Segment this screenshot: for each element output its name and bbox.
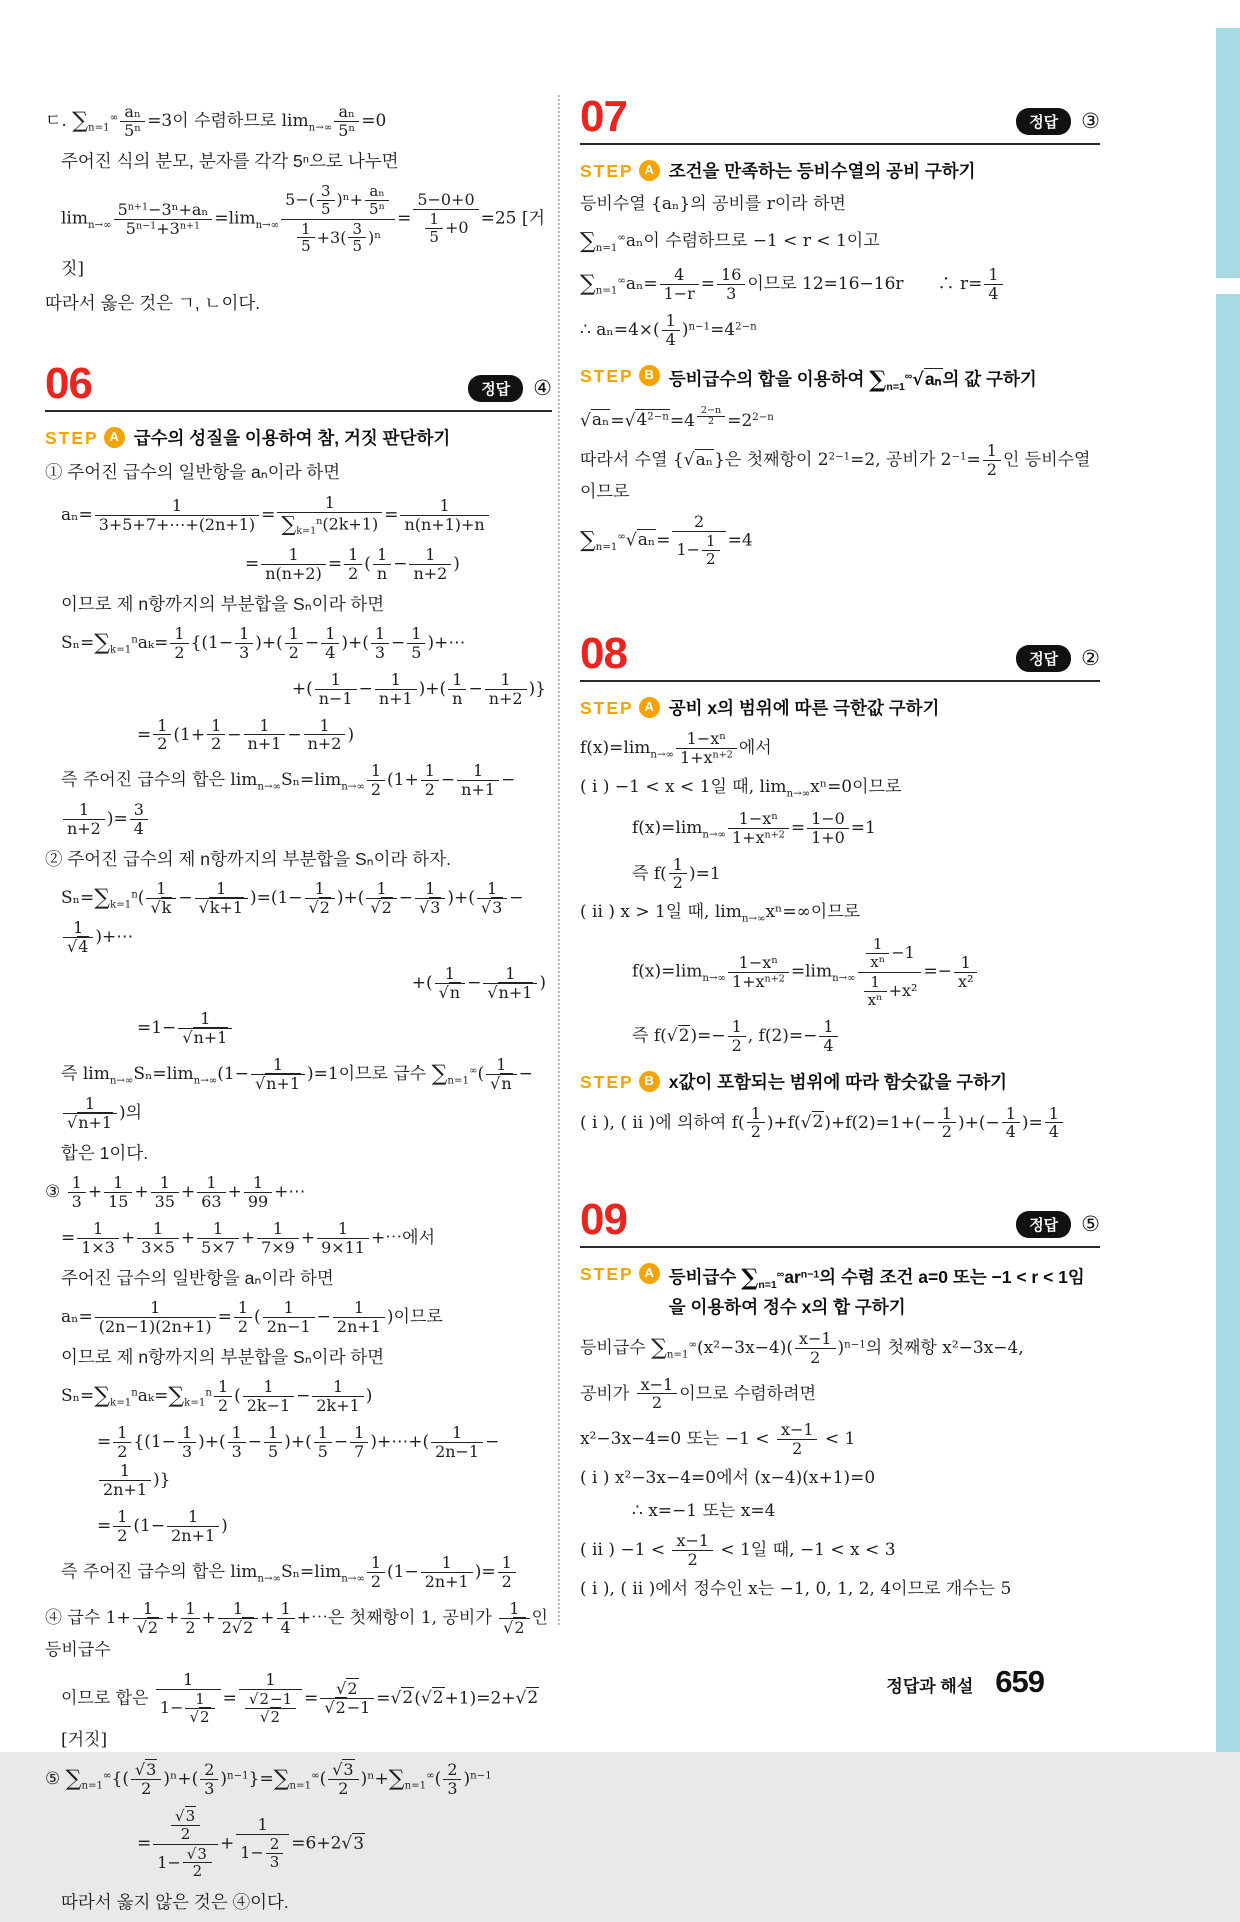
right-column	[580, 92, 1100, 1609]
step-letter-badge: A	[639, 697, 660, 718]
content-line: 즉 $\lim_{n\to\infty}S_n=\lim_{n\to\infty}(1-$ $\frac{1}{√n+1}$ )=1이므로 급수 $\sum_{n=1}^\infty$( $\frac{1}{√n}$ − $\frac{1}{√n+1}$ )의	[61, 1055, 533, 1132]
step-title: 조건을 만족하는 등비수열의 공비 구하기	[668, 161, 976, 181]
answer-badge	[1016, 645, 1100, 672]
content-line: = $\frac{1}{n(n+2)}$ = $\frac{1}{2}$ ( $\frac{1}{n}$ − $\frac{1}{n+2}$ )	[245, 544, 460, 583]
answer-choice: ③	[1081, 110, 1100, 133]
content-line: 따라서 옳지 않은 것은 ④이다.	[61, 1892, 289, 1913]
content-line: 주어진 급수의 일반항을 aₙ이라 하면	[61, 1267, 334, 1288]
answer-badge	[1016, 108, 1100, 135]
content-line: = $\frac{1}{1\times 3}$ + $\frac{1}{3\times 5}$ + $\frac{1}{5\times 7}$ + $\frac{1}{7\times 9}$ + $\frac{1}{9\times 11}$ +⋯에서	[61, 1218, 436, 1257]
step-title: 등비급수의 합을 이용하여 $\sum_{n=1}^\infty√a_n$의 값 구하기	[668, 366, 1037, 393]
step-letter-badge: A	[104, 427, 125, 448]
content-line: $f(x)=\lim_{n\to\infty}$ $\frac{\text{1−xⁿ}}{1+x^{n+2}}$ 에서	[580, 729, 772, 767]
content-line: 따라서 수열 {√aₙ}은 첫째항이 $2^{2-1}=2$, 공비가 $2^{-1}=$ $\frac{1}{2}$ 인 등비수열이므로	[580, 440, 1091, 502]
content-line: $\sum_{n=1}^\infty a_n=$ $\frac{4}{1-r}$ = $\frac{16}{3}$ 이므로 12=16−16r ∴ r= $\frac{1}{4}$	[580, 265, 1100, 304]
content-line: = $\frac{1}{2}$ {(1− $\frac{1}{3}$ )+( $\frac{1}{3}$ − $\frac{1}{5}$ )+( $\frac{1}{5}$ − $\frac{1}{7}$ )+⋯+( $\frac{1}{2n-1}$ − $\frac{1}{2n+1}$ )}	[97, 1422, 500, 1500]
content-line: $√a_n=√4^{2-n}=4$ $^{\frac{2-n}{2}}$ $=2^{2-n}$	[580, 404, 774, 431]
content-line: ㄷ. $\sum_{n=1}^\infty$ $\frac{\text{aₙ}}{\text{5ⁿ}}$ =3이 수렴하므로 $\lim_{n\to\infty}$ $\frac{\text{aₙ}}{\text{5ⁿ}}$ =0	[45, 102, 387, 140]
content-line: 이므로 합은 1 1− $\frac{1}{√2}$ = $\frac{1}{\frac{√2-1}{√2}}$ = $\frac{√2}{√2-1}$ =√2(√2+1)=2+√2 [거짓]	[61, 1670, 539, 1750]
problem-rule	[580, 1246, 1100, 1248]
answer-badge-pill: 정답	[1016, 108, 1071, 135]
page-edge-strip-bottom	[1216, 294, 1240, 1752]
content-line: aₙ= $\frac{1}{3+5+7+\cdots+(2n+1)}$ = $\frac{1}{\sum_{k=1}^n(2k+1)}$ = $\frac{1}{n(n+1)+n}$	[45, 493, 552, 538]
content-line: $f(x)=\lim_{n\to\infty}$ $\frac{\text{1−xⁿ}}{1+x^{n+2}}$ = $\frac{1-0}{1+0}$ =1	[632, 808, 876, 847]
step-heading	[580, 1070, 1100, 1095]
step-title: x값이 포함되는 범위에 따라 함숫값을 구하기	[668, 1072, 1008, 1093]
content-line: = $\frac{√3}{2}$ 1− $\frac{√3}{2}$ + 1 1− $\frac{2}{3}$ =6+2√3	[137, 1806, 365, 1881]
step-label: STEP	[580, 1264, 634, 1285]
content-line: 이므로 제 n항까지의 부분합을 Sₙ이라 하면	[61, 593, 385, 614]
problem-09	[580, 1195, 1100, 1602]
page-footer	[886, 1664, 1044, 1700]
column-divider	[558, 95, 560, 1625]
problem-06-body	[45, 426, 552, 1915]
content-line: $\sum_{n=1}^\infty a_n$이 수렴하므로 −1 < r < 1이고	[580, 227, 880, 254]
content-line: ( i ) x²−3x−4=0에서 (x−4)(x+1)=0	[580, 1468, 876, 1489]
step-label: STEP	[45, 428, 99, 449]
step-letter-badge: B	[639, 365, 660, 386]
problem-08-header	[580, 628, 1100, 678]
content-line: 등비급수 $\sum_{n=1}^\infty(x^2-3x-4)$( $\frac{x-1}{2}$ )$^{n-1}$의 첫째항 x²−3x−4,	[580, 1328, 1024, 1367]
step-title: 공비 x의 범위에 따른 극한값 구하기	[668, 697, 940, 718]
problem-06	[45, 359, 552, 1915]
content-line: $S_n=\sum_{k=1}^n$( $\frac{1}{√k}$ − $\frac{1}{√k+1}$ )=(1− $\frac{1}{√2}$ )+( $\frac{1}{√2}$ − $\frac{1}{√3}$ )+( $\frac{1}{√3}$ − $\frac{1}{√4}$ )+⋯	[61, 879, 524, 956]
step-heading	[580, 159, 1100, 184]
intro-carryover-block	[45, 102, 552, 316]
step-letter-badge: A	[639, 160, 660, 181]
answer-choice: ②	[1081, 646, 1100, 670]
step-title: 급수의 성질을 이용하여 참, 거짓 판단하기	[133, 428, 451, 449]
content-line: +( $\frac{1}{√n}$ − $\frac{1}{√n+1}$ )	[411, 963, 546, 1002]
step-label: STEP	[580, 365, 634, 386]
content-line: aₙ= $\frac{1}{(2n-1)(2n+1)}$ = $\frac{1}{2}$ ( $\frac{1}{2n-1}$ − $\frac{1}{2n+1}$ )이므로	[61, 1297, 443, 1336]
problem-number: 06	[45, 359, 92, 409]
content-line: 즉 f(√2)=− $\frac{1}{2}$ , f(2)=− $\frac{1}{4}$	[580, 1017, 1100, 1056]
problem-number: 08	[580, 628, 627, 678]
problem-07-body	[580, 159, 1100, 570]
answer-badge-pill: 정답	[468, 375, 523, 402]
content-line: ① 주어진 급수의 일반항을 aₙ이라 하면	[45, 462, 341, 483]
content-line: ( i ), ( ii )에서 정수인 x는 −1, 0, 1, 2, 4이므로 개수는 5	[580, 1578, 1012, 1599]
content-line: $\lim_{n\to\infty}$ $\frac{5^{n+1}-3^n+a_n}{5^{n-1}+3^{n+1}}$ $=\lim_{n\to\infty}$ 5−( $\frac{3}{5}$ )ⁿ+ $\frac{\text{aₙ}}{\text{5ⁿ}}$ $\frac{1}{5}$ +3( $\frac{3}{5}$ )ⁿ = 5−0+0 $\frac{1}{5}$ +0 =25 [거짓]	[61, 182, 545, 280]
left-column	[45, 95, 552, 1922]
content-line: ∴ x=−1 또는 x=4	[632, 1500, 776, 1521]
problem-number: 07	[580, 92, 627, 141]
step-letter-badge: A	[639, 1263, 660, 1284]
content-line: 주어진 식의 분모, 분자를 각각 5ⁿ으로 나누면	[61, 150, 399, 171]
problem-07	[580, 92, 1100, 570]
content-line: ( ii ) −1 < $\frac{x-1}{2}$ < 1일 때, −1 < x < 3	[580, 1531, 896, 1569]
content-line: 이므로 제 n항까지의 부분합을 Sₙ이라 하면	[61, 1346, 385, 1367]
answer-badge-pill: 정답	[1016, 645, 1071, 672]
problem-rule	[580, 143, 1100, 145]
step-label: STEP	[580, 161, 634, 181]
step-heading	[45, 426, 552, 451]
content-line: 즉 f( $\frac{1}{2}$ )=1	[632, 854, 721, 893]
problem-08	[580, 628, 1100, 1143]
content-line: 즉 주어진 급수의 합은 $\lim_{n\to\infty}S_n=\lim_{n\to\infty}$ $\frac{1}{2}$ (1+ $\frac{1}{2}$ − $\frac{1}{n+1}$ − $\frac{1}{n+2}$ )= $\frac{3}{4}$	[61, 761, 516, 838]
step-heading	[580, 364, 1100, 397]
content-line: ② 주어진 급수의 제 n항까지의 부분합을 Sₙ이라 하자.	[45, 848, 451, 869]
step-label: STEP	[580, 697, 634, 718]
content-line: ∴ aₙ=4×( $\frac{1}{4}$ )$^{n-1}=4^{2-n}$	[580, 310, 757, 349]
content-line: ( ii ) x > 1일 때, $\lim_{n\to\infty}x^n=\infty$이므로	[580, 902, 861, 925]
footer-section-label: 정답과 해설	[886, 1677, 974, 1696]
answer-badge	[1016, 1211, 1100, 1238]
page-edge-strip-top	[1216, 28, 1240, 278]
answer-choice: ⑤	[1081, 1213, 1100, 1237]
problem-rule	[45, 410, 552, 412]
footer-page-number: 659	[995, 1664, 1044, 1699]
step-heading	[580, 696, 1100, 721]
content-line: 즉 주어진 급수의 합은 $\lim_{n\to\infty}S_n=\lim_{n\to\infty}$ $\frac{1}{2}$ (1− $\frac{1}{2n+1}$ )= $\frac{1}{2}$	[45, 1553, 552, 1592]
content-line: x²−3x−4=0 또는 −1 < $\frac{x-1}{2}$ < 1	[580, 1420, 856, 1459]
content-line: 등비수열 {aₙ}의 공비를 r이라 하면	[580, 194, 846, 215]
content-line: 따라서 옳은 것은 ㄱ, ㄴ이다.	[45, 292, 261, 313]
problem-06-header	[45, 359, 552, 409]
content-line: $\sum_{n=1}^\infty√a_n=$ 2 1− $\frac{1}{2}$ =4	[580, 512, 753, 568]
problem-09-body	[580, 1262, 1100, 1602]
content-line: = $\frac{1}{2}$ (1+ $\frac{1}{2}$ − $\frac{1}{n+1}$ − $\frac{1}{n+2}$ )	[137, 715, 355, 754]
content-line: ( i ) −1 < x < 1일 때, $\lim_{n\to\infty}x^n=0$이므로	[580, 776, 902, 800]
step-letter-badge: B	[639, 1071, 660, 1092]
content-line: ( i ), ( ii )에 의하여 f( $\frac{1}{2}$ )+f(√2)+f(2)=1+(− $\frac{1}{2}$ )+(− $\frac{1}{4}$ )= $\frac{1}{4}$	[580, 1104, 1100, 1143]
problem-09-header	[580, 1195, 1100, 1245]
answer-badge-pill: 정답	[1016, 1211, 1071, 1238]
content-line: $S_n=\sum_{k=1}^na_k=\sum_{k=1}^n$ $\frac{1}{2}$ ( $\frac{1}{2k-1}$ − $\frac{1}{2k+1}$ )	[61, 1376, 373, 1415]
content-line: 공비가 $\frac{x-1}{2}$ 이므로 수렴하려면	[580, 1374, 816, 1413]
content-line: =1− $\frac{1}{√n+1}$	[45, 1009, 552, 1048]
step-title: 등비급수 $\sum_{n=1}^\infty ar^{n-1}$의 수렴 조건 a=0 또는 −1 < r < 1임을 이용하여 정수 x의 합 구하기	[668, 1265, 1085, 1318]
problem-rule	[580, 680, 1100, 682]
content-line: +( $\frac{1}{n-1}$ − $\frac{1}{n+1}$ )+( $\frac{1}{n}$ − $\frac{1}{n+2}$ )}	[291, 669, 546, 708]
problem-07-header	[580, 92, 1100, 141]
answer-badge	[468, 375, 552, 402]
content-line: 합은 1이다.	[61, 1142, 149, 1163]
problem-number: 09	[580, 1195, 627, 1245]
answer-choice: ④	[533, 377, 552, 401]
content-line: ④ 급수 1+ $\frac{1}{√2}$ + $\frac{1}{2}$ + $\frac{1}{2√2}$ + $\frac{1}{4}$ +⋯은 첫째항이 1, 공비가 $\frac{1}{√2}$ 인 등비급수	[45, 1598, 548, 1660]
content-line: = $\frac{1}{2}$ (1− $\frac{1}{2n+1}$ )	[97, 1507, 228, 1546]
content-line: $f(x)=\lim_{n\to\infty}$ $\frac{\text{1−xⁿ}}{1+x^{n+2}}$ $=\lim_{n\to\infty}$ $\frac{1}{\text{xⁿ}}$ −1 $\frac{1}{\text{xⁿ}}$ +x² =− $\frac{1}{\text{x²}}$	[580, 934, 1100, 1010]
problem-08-body	[580, 696, 1100, 1143]
content-line: ③ $\frac{1}{3}$ + $\frac{1}{15}$ + $\frac{1}{35}$ + $\frac{1}{63}$ + $\frac{1}{99}$ +⋯	[45, 1173, 306, 1211]
content-line: ⑤ $\sum_{n=1}^\infty${( $\frac{√3}{2}$ )ⁿ+( $\frac{2}{3}$ )$^{n-1}\}=\sum_{n=1}^\infty$( $\frac{√3}{2}$ )$^n+\sum_{n=1}^\infty$( $\frac{2}{3}$ )$^{n-1}$	[45, 1760, 492, 1798]
step-heading	[580, 1262, 1100, 1320]
content-line: $S_n=\sum_{k=1}^na_k=$ $\frac{1}{2}$ {(1− $\frac{1}{3}$ )+( $\frac{1}{2}$ − $\frac{1}{4}$ )+( $\frac{1}{3}$ − $\frac{1}{5}$ )+⋯	[61, 623, 466, 662]
step-label: STEP	[580, 1072, 634, 1093]
